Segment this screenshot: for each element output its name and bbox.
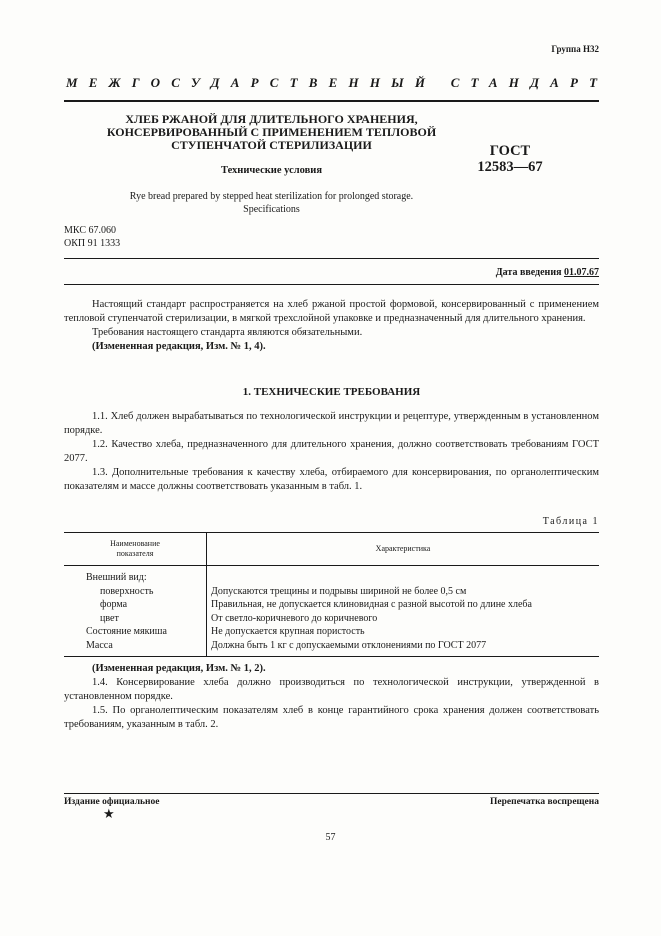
- clause-1-2: 1.2. Качество хлеба, предназначенного для длительного хранения, должно соответствовать требованиям ГОСТ 2077.: [64, 439, 599, 464]
- gost-code: 12583—67: [477, 159, 543, 175]
- value-cell: Должна быть 1 кг с допускаемыми отклонениями по ГОСТ 2077: [207, 639, 600, 657]
- divider: [64, 258, 599, 259]
- effective-date-value: 01.07.67: [564, 267, 599, 278]
- standard-banner: МЕЖГОСУДАРСТВЕННЫЙ СТАНДАРТ: [66, 75, 609, 90]
- effective-date: [496, 267, 599, 278]
- indicator-cell: поверхность: [64, 585, 207, 599]
- english-title: [64, 190, 479, 216]
- document-title: [64, 113, 479, 152]
- footer-rule: [64, 793, 599, 794]
- english-title-line: Specifications: [243, 204, 300, 215]
- official-edition: Издание официальное: [64, 797, 160, 807]
- header-line: Наименование: [110, 539, 160, 548]
- value-cell: [207, 566, 600, 585]
- divider: [64, 284, 599, 285]
- effective-label: Дата введения: [495, 267, 564, 278]
- intro-block: [64, 298, 599, 354]
- value-cell: Правильная, не допускается клиновидная с разной высотой по длине хлеба: [211, 599, 532, 610]
- title-line: ХЛЕБ РЖАНОЙ ДЛЯ ДЛИТЕЛЬНОГО ХРАНЕНИЯ,: [125, 112, 418, 126]
- value-cell: Не допускается крупная пористость: [211, 626, 365, 637]
- gost-label: ГОСТ: [489, 143, 531, 159]
- okp-code: ОКП 91 1333: [64, 238, 121, 249]
- clause-1-3: 1.3. Дополнительные требования к качеству хлеба, отбираемого для консервирования, по органолептическим показателям и массе должны соответствовать указанным в табл. 1.: [64, 467, 599, 492]
- after-table-block: [64, 662, 599, 732]
- clause-1-4: 1.4. Консервирование хлеба должно производиться по технологической инструкции, утвержденной в установленном порядке.: [64, 677, 599, 702]
- clause-1-1: 1.1. Хлеб должен вырабатываться по технологической инструкции и рецептуре, утвержденным в установленном порядке.: [64, 411, 599, 436]
- indicator-cell: Состояние мякиша: [64, 625, 207, 639]
- table-row: [64, 625, 599, 639]
- title-line: СТУПЕНЧАТОЙ СТЕРИЛИЗАЦИИ: [171, 138, 372, 152]
- table-row: [64, 566, 599, 585]
- classification-codes: [64, 224, 120, 250]
- indicator-cell: Масса: [64, 639, 207, 657]
- indicator-cell: форма: [64, 598, 207, 612]
- indicator-cell: Внешний вид:: [64, 566, 207, 585]
- section-heading: 1. ТЕХНИЧЕСКИЕ ТРЕБОВАНИЯ: [242, 386, 421, 398]
- table-row: [64, 639, 599, 657]
- column-header-indicator: [64, 533, 207, 566]
- table-row: [64, 585, 599, 599]
- page-number: 57: [325, 832, 336, 843]
- clause-1-5: 1.5. По органолептическим показателям хлеб в конце гарантийного срока хранения должен соответствовать требованиям, указанным в табл. 2.: [64, 705, 599, 730]
- reprint-prohibited: Перепечатка воспрещена: [489, 797, 599, 807]
- english-title-line: Rye bread prepared by stepped heat sterilization for prolonged storage.: [129, 191, 414, 202]
- column-header-characteristic: Характеристика: [207, 533, 600, 566]
- star-icon: ★: [103, 806, 115, 821]
- table-row: [64, 612, 599, 626]
- group-code: Группа Н32: [551, 44, 599, 54]
- section1-block: [64, 410, 599, 494]
- table-1: [64, 532, 599, 657]
- document-subtitle: Технические условия: [220, 165, 323, 176]
- table-caption: Таблица 1: [542, 516, 599, 527]
- table-header-row: [64, 533, 599, 566]
- value-cell: От светло-коричневого до коричневого: [211, 612, 378, 624]
- mks-code: МКС 67.060: [64, 225, 116, 236]
- intro-paragraph: Требования настоящего стандарта являются обязательными.: [92, 327, 363, 338]
- table-row: [64, 598, 599, 612]
- change-note: (Измененная редакция, Изм. № 1, 2).: [92, 663, 266, 674]
- indicator-cell: цвет: [64, 612, 207, 626]
- intro-paragraph: Настоящий стандарт распространяется на хлеб ржаной простой формовой, консервированный с применением тепловой ступенчатой стерилизации, в мягкой трехслойной упаковке и предназначенный для длительного хранения.: [64, 299, 599, 324]
- gost-number: [474, 143, 546, 175]
- header-line: показателя: [116, 549, 154, 558]
- value-cell: Допускаются трещины и подрывы шириной не более 0,5 см: [211, 585, 467, 597]
- header-rule: [64, 100, 599, 102]
- change-note: (Измененная редакция, Изм. № 1, 4).: [92, 341, 266, 352]
- title-line: КОНСЕРВИРОВАННЫЙ С ПРИМЕНЕНИЕМ ТЕПЛОВОЙ: [106, 125, 437, 139]
